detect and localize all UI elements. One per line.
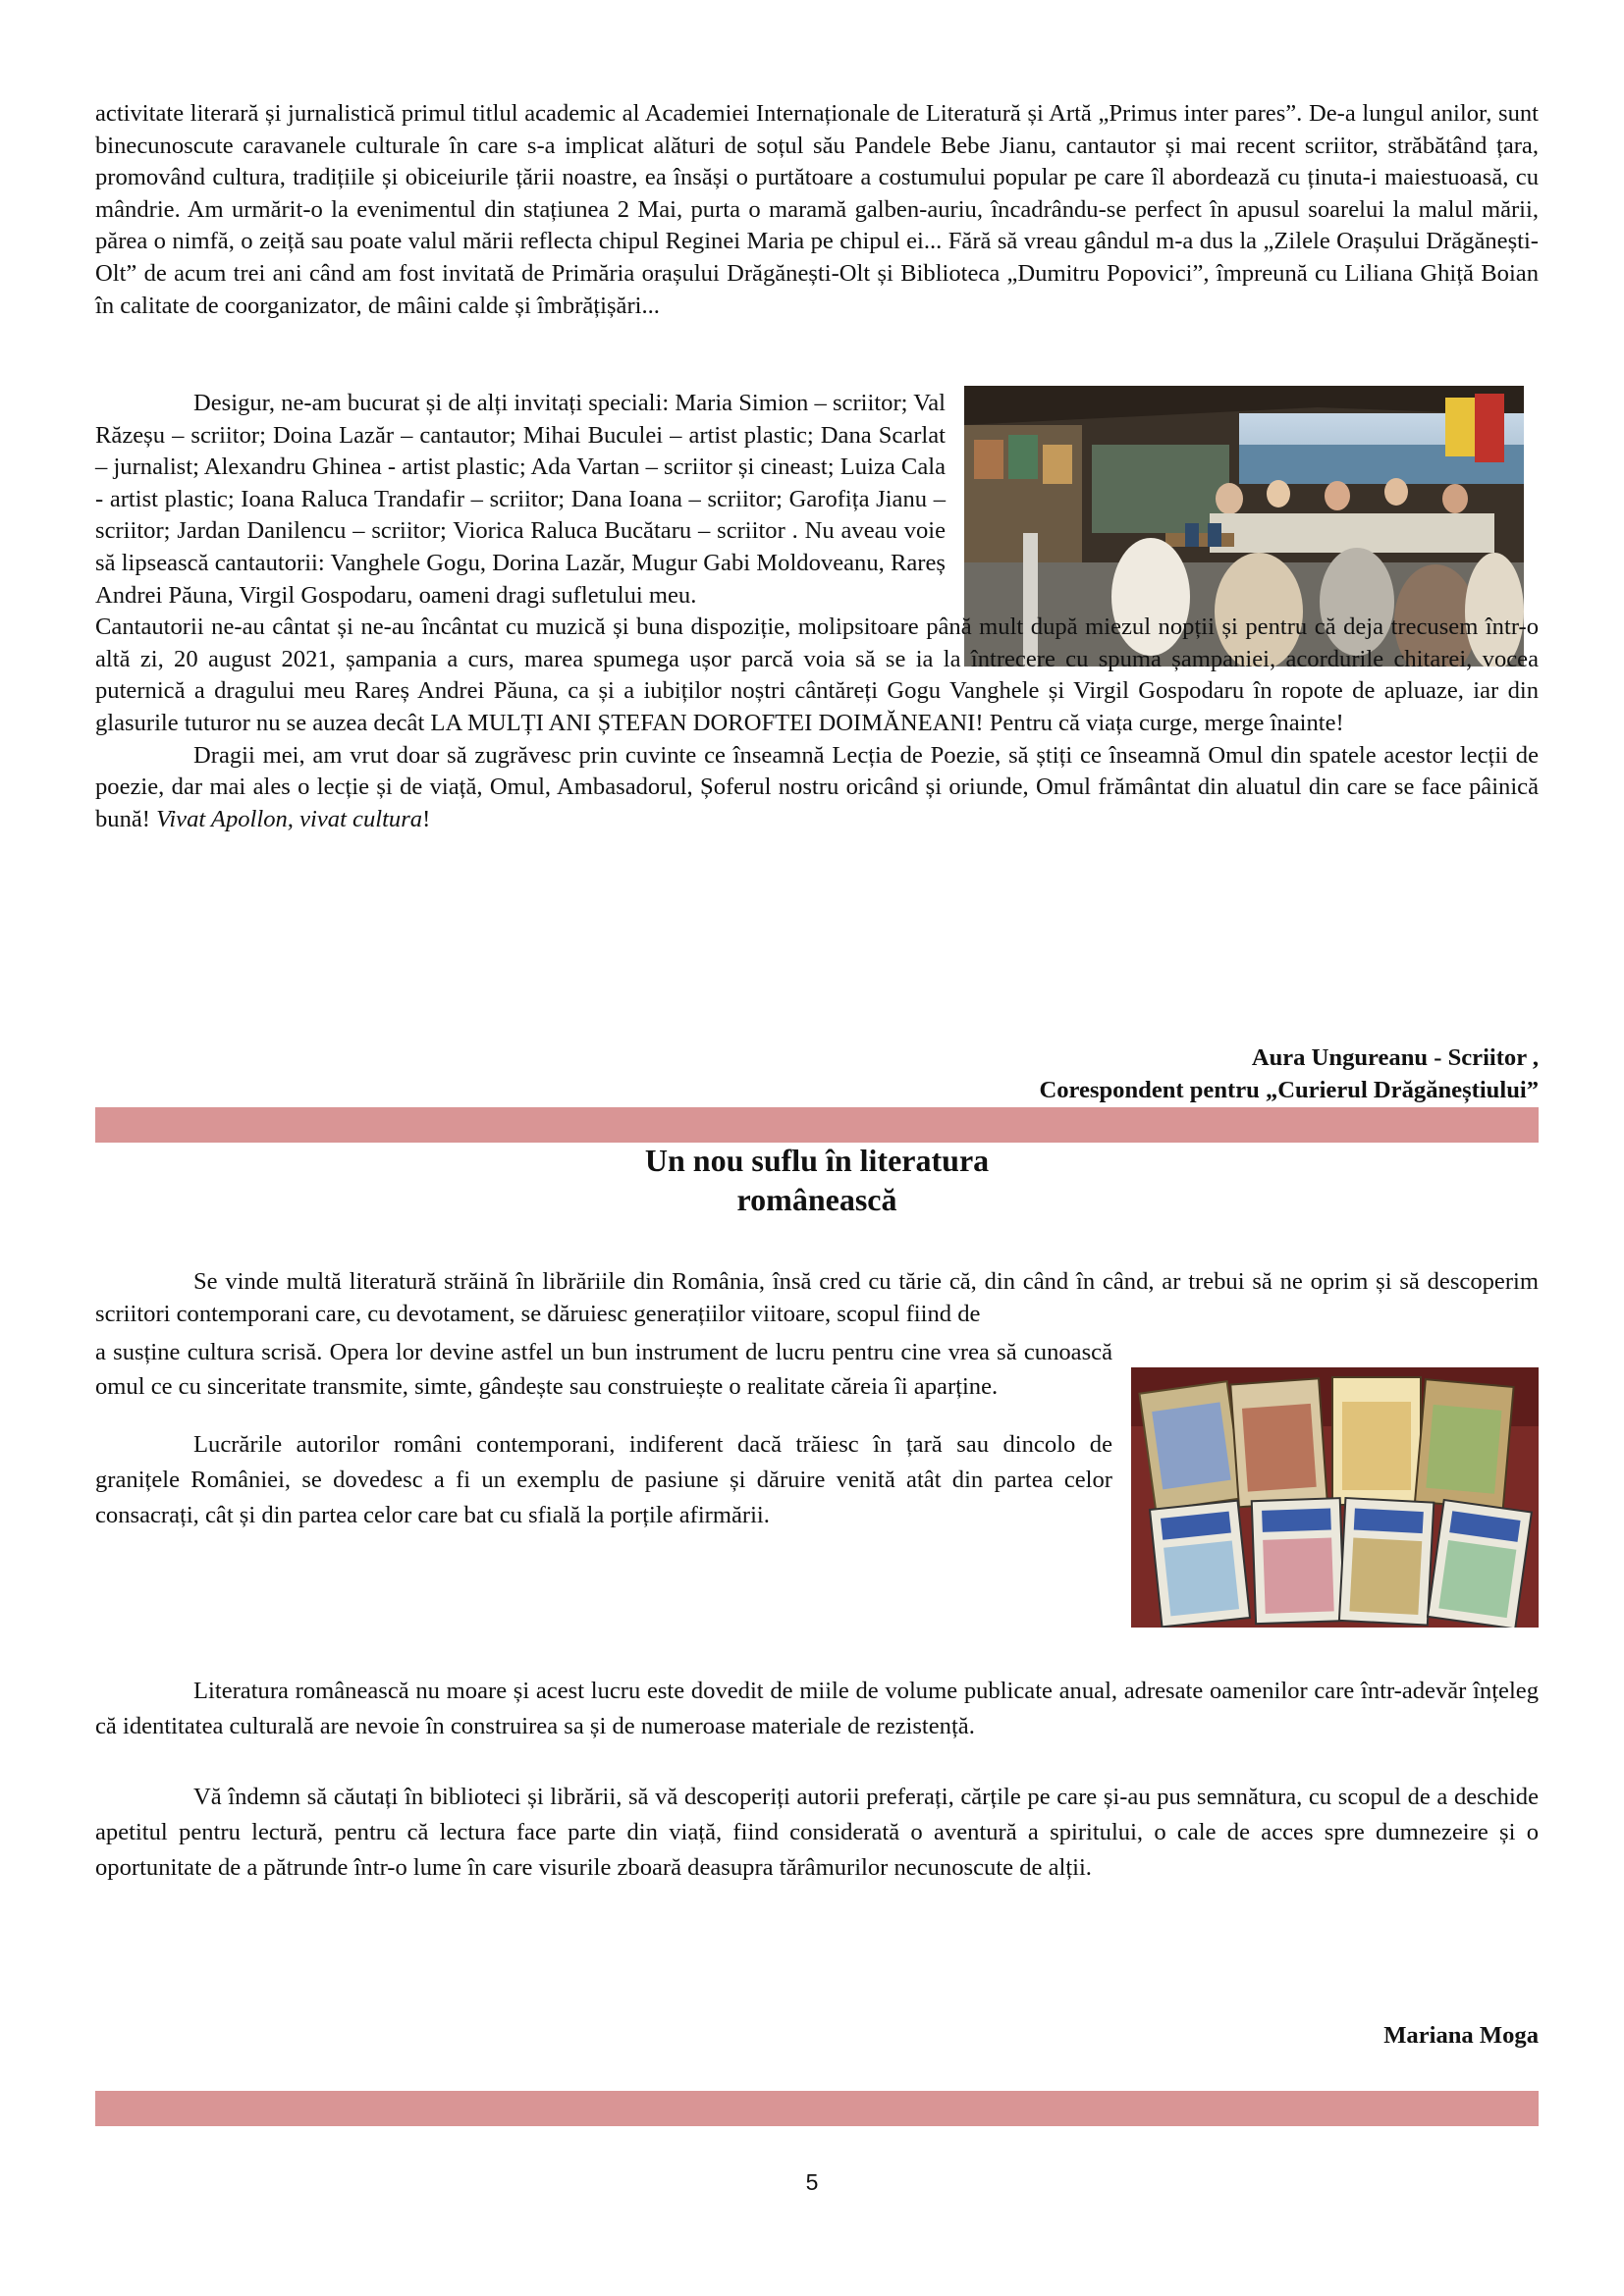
article1-paragraph-3-end: !	[422, 805, 431, 832]
article1-body	[95, 388, 1539, 835]
footer-divider-band	[95, 2091, 1539, 2126]
author-name-mariana: Mariana Moga	[1383, 2022, 1539, 2049]
article1-paragraph-2b: Cantautorii ne-au cântat și ne-au încântat cu muzică și buna dispoziție, molipsitoare până mult după miezul nopții și pentru că deja trecusem într-o altă zi, 20 august 2021, șampania a curs, marea spumega ușor parcă voia să se ia la întrecere cu spuma șampaniei, acordurile chitarei, vocea puternică a dragului meu Rareș Andrei Păuna, ca și a iubiților noștri cântăreți Gogu Vanghele și Virgil Gospodaru în ropote de apluaze, iar din glasurile tuturor nu se auzea decât LA MULȚI ANI ȘTEFAN DOROFTEI DOIMĂNEANI! Pentru că viața curge, merge înainte!	[95, 614, 1539, 736]
article1-paragraph-3-italic: Vivat Apollon, vivat cultura	[156, 805, 423, 832]
author-role-aura: Corespondent pentru „Curierul Drăgăneștiului”	[1039, 1076, 1539, 1103]
article2-paragraph-1a: Se vinde multă literatură străină în librăriile din România, însă cred cu tărie că, din când în când, ar trebui să ne oprim și să descoperim scriitori contemporani care, cu devotament, se dăruiesc generațiilor viitoare, scopul fiind de	[95, 1268, 1539, 1327]
article2-title	[95, 1141, 1539, 1219]
article2-body-wrap	[95, 1335, 1112, 1533]
article2-paragraph-4: Vă îndemn să căutați în biblioteci și librării, să vă descoperiți autorii preferați, cărțile pe care și-au pus semnătura, cu scopul de a deschide apetitul pentru lectură, pentru că lectura face parte din viață, fiind considerată o aventură a spiritului, o cale de acces spre dumnezeire și o oportunitate de a pătrunde într-o lume în care visurile zboară deasupra tărâmurilor necunoscute de alții.	[95, 1784, 1539, 1881]
article-continuation	[95, 98, 1539, 322]
article2-signature	[95, 2020, 1539, 2053]
article2-paragraph-2: Lucrările autorilor români contemporani, indiferent dacă trăiesc în țară sau dincolo de granițele României, se dovedesc a fi un exemplu de pasiune și dăruire venită atât din partea celor consacrați, cât și din partea celor care bat cu sfială la porțile afirmării.	[95, 1431, 1112, 1528]
article2-title-line2: românească	[736, 1182, 897, 1217]
article2-title-line1: Un nou suflu în literatura	[644, 1143, 990, 1178]
page-number: 5	[805, 2169, 819, 2195]
article2-paragraph-3: Literatura românească nu moare și acest lucru este dovedit de miile de volume publicate anual, adresate oamenilor care într-adevăr înțeleg că identitatea culturală are nevoie în construirea sa și de numeroase materiale de rezistență.	[95, 1678, 1539, 1739]
author-name-aura: Aura Ungureanu - Scriitor ,	[1251, 1044, 1539, 1071]
section-divider-band	[95, 1107, 1539, 1143]
article2-body-bottom	[95, 1674, 1539, 1886]
article1-paragraph-3	[95, 740, 1539, 836]
books-photo	[1131, 1367, 1539, 1628]
article1-signature	[95, 1042, 1539, 1106]
article1-paragraph-1: activitate literară și jurnalistică primul titlul academic al Academiei Internaționale de Literatură și Artă „Primus inter pares”. De-a lungul anilor, sunt binecunoscute caravanele culturale în care s-a implicat alături de soțul său Pandele Bebe Jianu, cantautor și mai recent scriitor, străbătând țara, promovând cultura, tradițiile și obiceiurile țării noastre, ea însăși o purtătoare a costumului popular pe care îl abordează cu ținuta-i maiestuoasă, cu mândrie. Am urmărit-o la evenimentul din stațiunea 2 Mai, purta o maramă galben-auriu, încadrându-se perfect în apusul soarelui la malul mării, părea o nimfă, o zeiță sau poate valul mării reflecta chipul Reginei Maria pe chipul ei... Fără să vreau gândul m-a dus la „Zilele Orașului Drăgănești-Olt” de acum trei ani când am fost invitată de Primăria orașului Drăgănești-Olt și Biblioteca „Dumitru Popovici”, împreună cu Liliana Ghiță Boian în calitate de coorganizator, de mâini calde și îmbrățișări...	[95, 100, 1539, 319]
article2-paragraph-1b: a susține cultura scrisă. Opera lor devine astfel un bun instrument de lucru pentru cine vrea să cunoască omul ce cu sinceritate transmite, simte, gândește sau construiește o realitate căreia îi aparține.	[95, 1339, 1112, 1400]
article1-paragraph-2: Desigur, ne-am bucurat și de alți invitați speciali: Maria Simion – scriitor; Val Răzeșu – scriitor; Doina Lazăr – cantautor; Mihai Buculei – artist plastic; Dana Scarlat – jurnalist; Alexandru Ghinea - artist plastic; Ada Vartan – scriitor și cineast; Luiza Cala - artist plastic; Ioana Raluca Trandafir – scriitor; Dana Ioana – scriitor; Garofița Jianu – scriitor; Jardan Danilencu – scriitor; Viorica Raluca Bucătaru – scriitor . Nu aveau voie să lipsească cantautorii: Vanghele Gogu, Dorina Lazăr, Mugur Gabi Moldoveanu, Rareș Andrei Păuna, Virgil Gospodaru, oameni dragi sufletului meu.	[95, 390, 946, 609]
article1-paragraph-3-text: Dragii mei, am vrut doar să zugrăvesc prin cuvinte ce înseamnă Lecția de Poezie, să știți ce înseamnă Omul din spatele acestor lecții de poezie, dar mai ales o lecție și de viață, Omul, Ambasadorul, Șoferul nostru oricând și oriunde, Omul frământat din aluatul din care se face pâinică bună!	[95, 741, 1539, 832]
article2-body-top	[95, 1266, 1539, 1330]
